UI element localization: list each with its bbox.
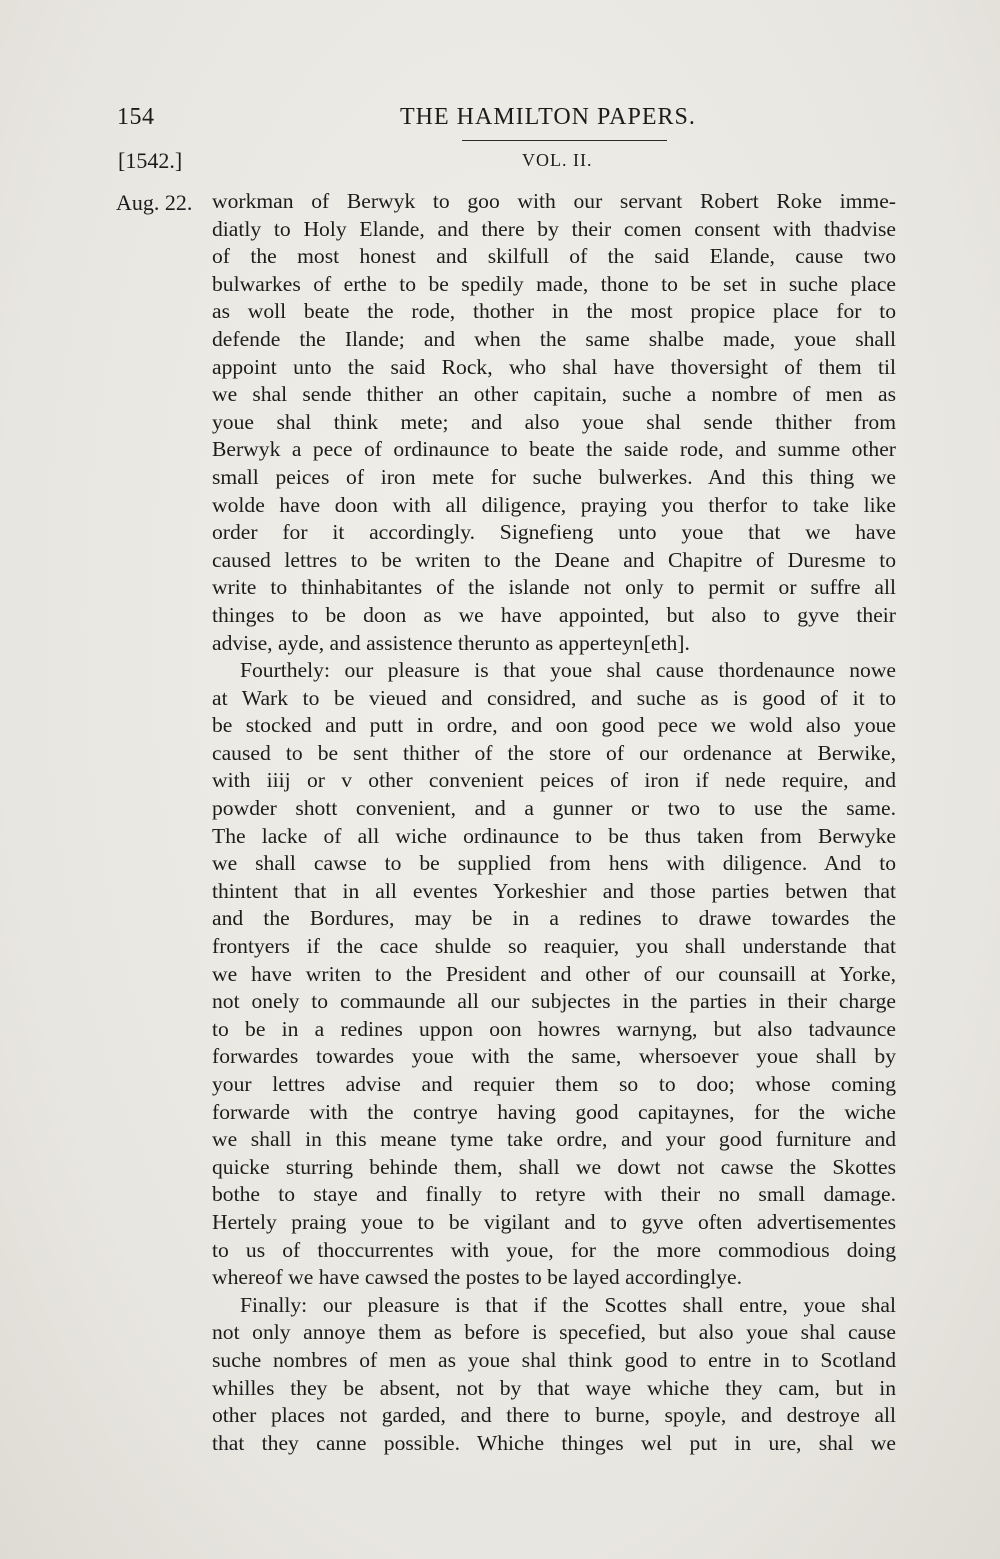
text-line: we shall in this meane tyme take ordre, and your good furniture and [212, 1127, 896, 1152]
margin-date: Aug. 22. [116, 190, 193, 215]
text-line: workman of Berwyk to goo with our servant Robert Roke imme- [212, 189, 896, 213]
text-line: to be in a redines uppon oon howres warnyng, but also tadvaunce [212, 1016, 896, 1041]
text-line: be stocked and putt in ordre, and oon good pece we wold also youe [212, 713, 896, 738]
volume-label: VOL. II. [522, 150, 593, 170]
running-title: THE HAMILTON PAPERS. [400, 104, 696, 130]
text-line: at Wark to be vieued and considred, and suche as is good of it to [212, 685, 896, 710]
text-line: not onely to commaunde all our subjectes in the parties in their charge [212, 989, 896, 1014]
text-line: order for it accordingly. Signefieng unto youe that we have [212, 520, 896, 545]
text-line: thinges to be doon as we have appointed, but also to gyve their [212, 602, 896, 627]
text-line: The lacke of all wiche ordinaunce to be thus taken from Berwyke [212, 823, 896, 848]
text-line: youe shal think mete; and also youe shal sende thither from [212, 409, 896, 434]
text-line: appoint unto the said Rock, who shal have thoversight of them til [212, 354, 896, 379]
text-line: not only annoye them as before is specefied, but also youe shal cause [212, 1320, 896, 1345]
text-line: we shall cawse to be supplied from hens with diligence. And to [212, 851, 896, 876]
text-line: thintent that in all eventes Yorkeshier and those parties betwen that [212, 878, 896, 903]
body-text [212, 188, 896, 1457]
text-line: forwardes towardes youe with the same, whersoever youe shall by [212, 1044, 896, 1069]
year-label: [1542.] [118, 148, 183, 173]
text-line: caused lettres to be writen to the Deane and Chapitre of Duresme to [212, 547, 896, 572]
text-line: quicke sturring behinde them, shall we dowt not cawse the Skottes [212, 1154, 896, 1179]
text-line: and the Bordures, may be in a redines to drawe towardes the [212, 906, 896, 931]
text-line: defende the Ilande; and when the same shalbe made, youe shall [212, 326, 896, 351]
text-line: we shal sende thither an other capitain, suche a nombre of men as [212, 382, 896, 407]
text-line: small peices of iron mete for suche bulwerkes. And this thing we [212, 464, 896, 489]
text-line: of the most honest and skilfull of the said Elande, cause two [212, 244, 896, 269]
page-number: 154 [117, 104, 155, 130]
header-rule [462, 140, 667, 141]
text-line: to us of thoccurrentes with youe, for the more commodious doing [212, 1237, 896, 1262]
text-line: your lettres advise and requier them so to doo; whose coming [212, 1072, 896, 1096]
text-line: powder shott convenient, and a gunner or two to use the same. [212, 796, 896, 821]
text-line: Hertely praing youe to be vigilant and to gyve often advertisementes [212, 1209, 896, 1234]
text-line: other places not garded, and there to burne, spoyle, and destroye all [212, 1403, 896, 1428]
text-line: Finally: our pleasure is that if the Scottes shall entre, youe shal [240, 1292, 896, 1317]
text-line: Berwyk a pece of ordinaunce to beate the saide rode, and summe other [212, 437, 896, 462]
text-line: whereof we have cawsed the postes to be layed accordinglye. [212, 1265, 743, 1290]
text-line: that they canne possible. Whiche thinges wel put in ure, shal we [212, 1430, 896, 1455]
text-line: bothe to staye and finally to retyre with their no small damage. [212, 1182, 896, 1207]
text-line: Fourthely: our pleasure is that youe shal cause thordenaunce nowe [240, 658, 896, 683]
text-line: suche nombres of men as youe shal think good to entre in to Scotland [212, 1347, 896, 1372]
text-line: bulwarkes of erthe to be spedily made, thone to be set in suche place [212, 271, 896, 296]
text-line: diatly to Holy Elande, and there by their comen consent with thadvise [212, 216, 896, 241]
text-line: as woll beate the rode, thother in the most propice place for to [212, 299, 896, 324]
text-line: write to thinhabitantes of the islande not only to permit or suffre all [212, 575, 896, 600]
text-line: advise, ayde, and assistence therunto as apperteyn[eth]. [212, 630, 690, 655]
text-line: frontyers if the cace shulde so reaquier, you shall understande that [212, 934, 896, 959]
text-line: caused to be sent thither of the store of our ordenance at Berwike, [212, 740, 896, 765]
text-line: wolde have doon with all diligence, praying you therfor to take like [212, 492, 896, 517]
text-line: forwarde with the contrye having good capitaynes, for the wiche [212, 1099, 896, 1124]
text-line: whilles they be absent, not by that waye whiche they cam, but in [212, 1375, 896, 1400]
text-line: with iiij or v other convenient peices of iron if nede require, and [212, 768, 896, 793]
text-line: we have writen to the President and other of our counsaill at Yorke, [212, 961, 896, 986]
